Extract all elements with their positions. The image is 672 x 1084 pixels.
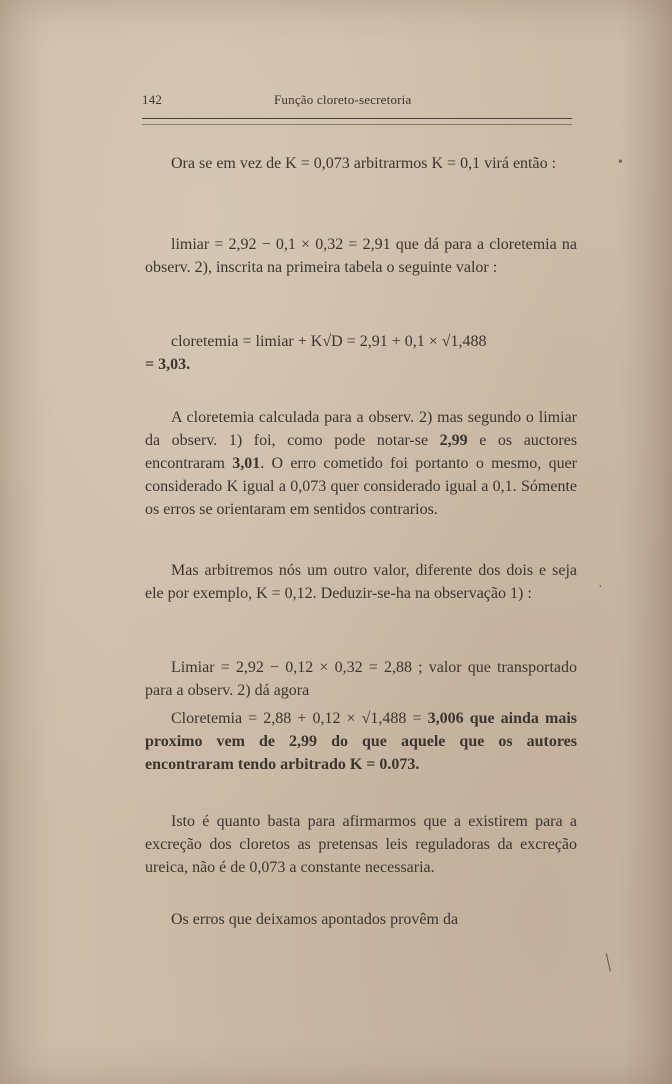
header-rule-secondary	[142, 124, 572, 125]
paragraph-7	[145, 707, 577, 776]
formula-result: = 3,03.	[145, 356, 191, 373]
paragraph-6	[145, 656, 577, 702]
paragraph-6-text: Limiar = 2,92 − 0,12 × 0,32 = 2,88 ; valor que transportado para a observ. 2) dá agora	[145, 659, 577, 699]
paragraph-2	[145, 233, 577, 279]
paragraph-7-formula: Cloretemia = 2,88 + 0,12 × √1,488 =	[171, 710, 428, 727]
paper-speck: •	[618, 155, 623, 170]
running-title: Função cloreto-secretoria	[274, 92, 412, 107]
page-header	[142, 92, 572, 112]
paper-mark: ╱	[601, 955, 618, 972]
paragraph-9	[145, 908, 577, 931]
formula-line: cloretemia = limiar + K√D = 2,91 + 0,1 × √1,488	[171, 333, 487, 350]
paragraph-9-text: Os erros que deixamos apontados provêm da	[171, 911, 459, 928]
paper-speck: ·	[598, 580, 603, 595]
header-rule	[142, 118, 572, 119]
paragraph-7-text	[145, 707, 577, 776]
paragraph-4-text	[145, 406, 577, 521]
paragraph-4-part-a: A cloretemia calculada para a observ. 2) mas segundo o limiar da observ. 1) foi, como pode notar-se	[145, 409, 577, 449]
formula-block	[145, 330, 577, 376]
page-number: 142	[142, 92, 163, 107]
paragraph-8	[145, 810, 577, 879]
paragraph-7-conclusion: 3,006 que ainda mais proximo vem de 2,99 do que aquele que os autores encontraram tendo arbitrado K = 0.073.	[145, 710, 577, 773]
paragraph-5	[145, 559, 577, 605]
paragraph-2-text: limiar = 2,92 − 0,1 × 0,32 = 2,91 que dá para a cloretemia na observ. 2), inscrita na primeira tabela o seguinte valor :	[145, 236, 577, 276]
paragraph-1-text: Ora se em vez de K = 0,073 arbitrarmos K = 0,1 virá então :	[171, 155, 557, 172]
paragraph-1	[145, 152, 577, 175]
paragraph-8-text: Isto é quanto basta para afirmarmos que a existirem para a excreção dos cloretos as pretensas leis reguladoras da excreção ureica, não é de 0,073 a constante necessaria.	[145, 813, 577, 876]
paragraph-4	[145, 406, 577, 521]
calculated-value: 2,99	[439, 432, 468, 449]
paragraph-4-part-c: . O erro cometido foi portanto o mesmo, quer considerado K igual a 0,073 quer considerado igual a 0,1. Sómente os erros se orientaram em sentidos contrarios.	[145, 455, 578, 518]
paragraph-4-part-b: e os auctores encontraram	[145, 432, 578, 472]
paragraph-5-text: Mas arbitremos nós um outro valor, diferente dos dois e seja ele por exemplo, K = 0,12. Deduzir-se-ha na observação 1) :	[145, 562, 577, 602]
authors-value: 3,01	[232, 455, 261, 472]
